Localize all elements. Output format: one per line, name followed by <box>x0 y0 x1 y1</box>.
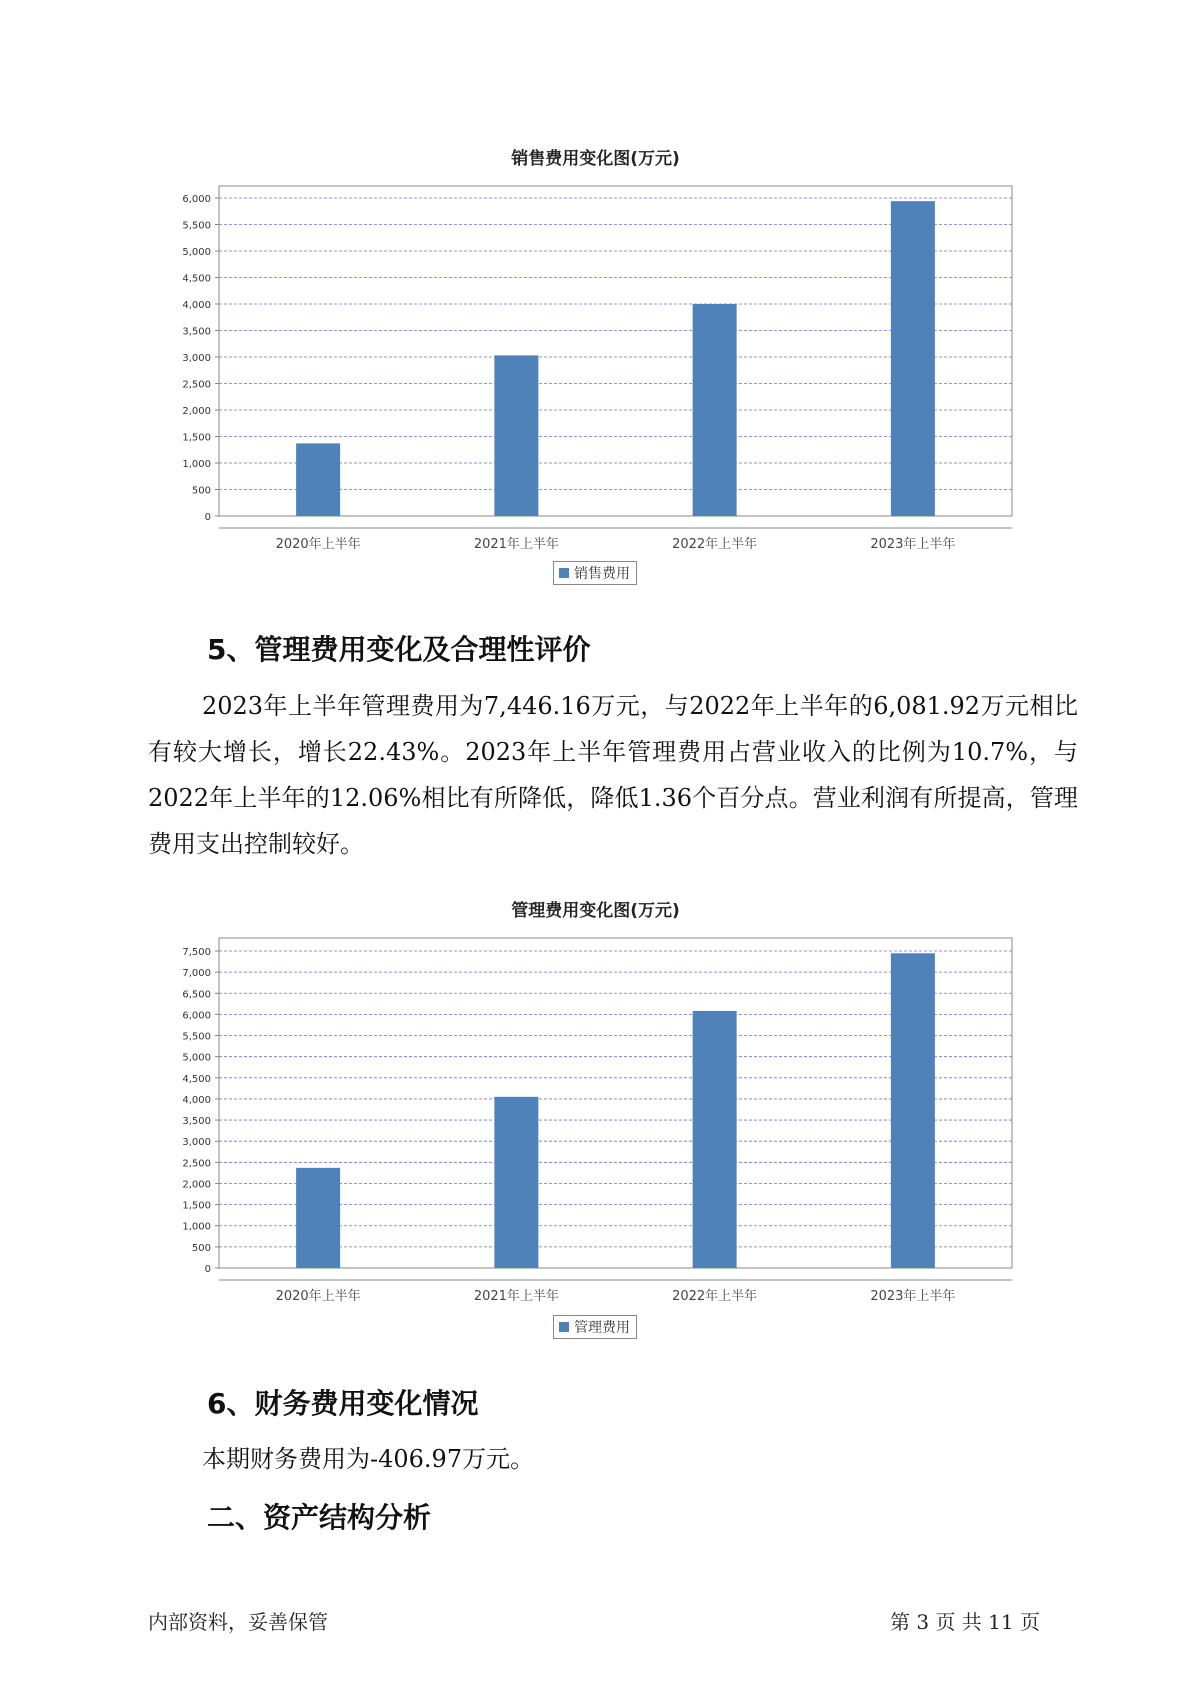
y-tick-label: 7,500 <box>182 947 211 958</box>
y-tick-label: 500 <box>191 485 211 497</box>
bar <box>693 1011 737 1268</box>
y-tick-label: 5,000 <box>182 1052 211 1064</box>
y-tick-label: 1,000 <box>182 459 211 470</box>
y-tick-label: 7,000 <box>182 968 211 980</box>
x-tick-label: 2022年上半年 <box>672 1289 758 1304</box>
y-tick-label: 500 <box>191 1242 211 1254</box>
y-tick-label: 6,500 <box>182 989 211 1001</box>
x-tick-label: 2022年上半年 <box>672 537 758 552</box>
y-tick-label: 2,000 <box>182 406 211 417</box>
y-tick-label: 0 <box>204 512 211 523</box>
bar <box>891 953 935 1268</box>
y-tick-label: 2,500 <box>182 379 211 391</box>
y-tick-label: 2,500 <box>182 1158 211 1170</box>
admin-chart-title: 管理费用变化图(万元) <box>511 901 680 921</box>
y-tick-label: 6,000 <box>182 1010 211 1022</box>
x-tick-label: 2023年上半年 <box>870 1289 956 1304</box>
y-tick-label: 5,000 <box>182 247 211 258</box>
asset-structure-heading: 二、资产结构分析 <box>207 1501 432 1534</box>
bar <box>296 1168 340 1268</box>
admin-expense-paragraph: 2023年上半年管理费用为7,446.16万元，与2022年上半年的6,081.92万元相比有较大增长，增长22.43%。2023年上半年管理费用占营业收入的比例为10.7%，与2022年上半年的12.06%相比有所降低，降低1.36个百分点。营业利润有所提高，管理费用支出控制较好。 <box>148 692 1078 858</box>
legend-label: 管理费用 <box>574 1320 630 1336</box>
y-tick-label: 5,500 <box>182 1031 211 1043</box>
x-tick-label: 2021年上半年 <box>473 1289 559 1304</box>
admin-expense-heading: 5、管理费用变化及合理性评价 <box>207 633 591 666</box>
x-tick-label: 2020年上半年 <box>275 537 361 552</box>
y-tick-label: 3,500 <box>182 1116 211 1128</box>
bar <box>494 1097 538 1268</box>
sales-chart-title: 销售费用变化图(万元) <box>511 149 680 169</box>
y-tick-label: 1,000 <box>182 1221 211 1233</box>
y-tick-label: 1,500 <box>182 1200 211 1212</box>
y-tick-label: 2,000 <box>182 1179 211 1191</box>
footer-confidential: 内部资料，妥善保管 <box>148 1610 328 1634</box>
y-tick-label: 4,500 <box>182 1073 211 1085</box>
x-tick-label: 2021年上半年 <box>473 537 559 552</box>
y-tick-label: 5,500 <box>182 220 211 232</box>
x-tick-label: 2020年上半年 <box>275 1289 361 1304</box>
y-tick-label: 4,000 <box>182 300 211 311</box>
legend-swatch <box>559 1322 569 1332</box>
x-tick-label: 2023年上半年 <box>870 537 956 552</box>
y-tick-label: 6,000 <box>182 194 211 205</box>
y-tick-label: 3,500 <box>182 326 211 338</box>
footer-page-number: 第 3 页 共 11 页 <box>890 1610 1040 1634</box>
finance-expense-paragraph: 本期财务费用为-406.97万元。 <box>202 1445 535 1473</box>
y-tick-label: 0 <box>204 1264 211 1275</box>
y-tick-label: 4,000 <box>182 1094 211 1106</box>
y-tick-label: 4,500 <box>182 273 211 285</box>
y-tick-label: 3,000 <box>182 1137 211 1149</box>
y-tick-label: 1,500 <box>182 432 211 444</box>
y-tick-label: 3,000 <box>182 353 211 364</box>
legend-label: 销售费用 <box>574 566 630 582</box>
admin-chart-legend <box>553 1315 637 1339</box>
finance-expense-heading: 6、财务费用变化情况 <box>207 1387 479 1420</box>
